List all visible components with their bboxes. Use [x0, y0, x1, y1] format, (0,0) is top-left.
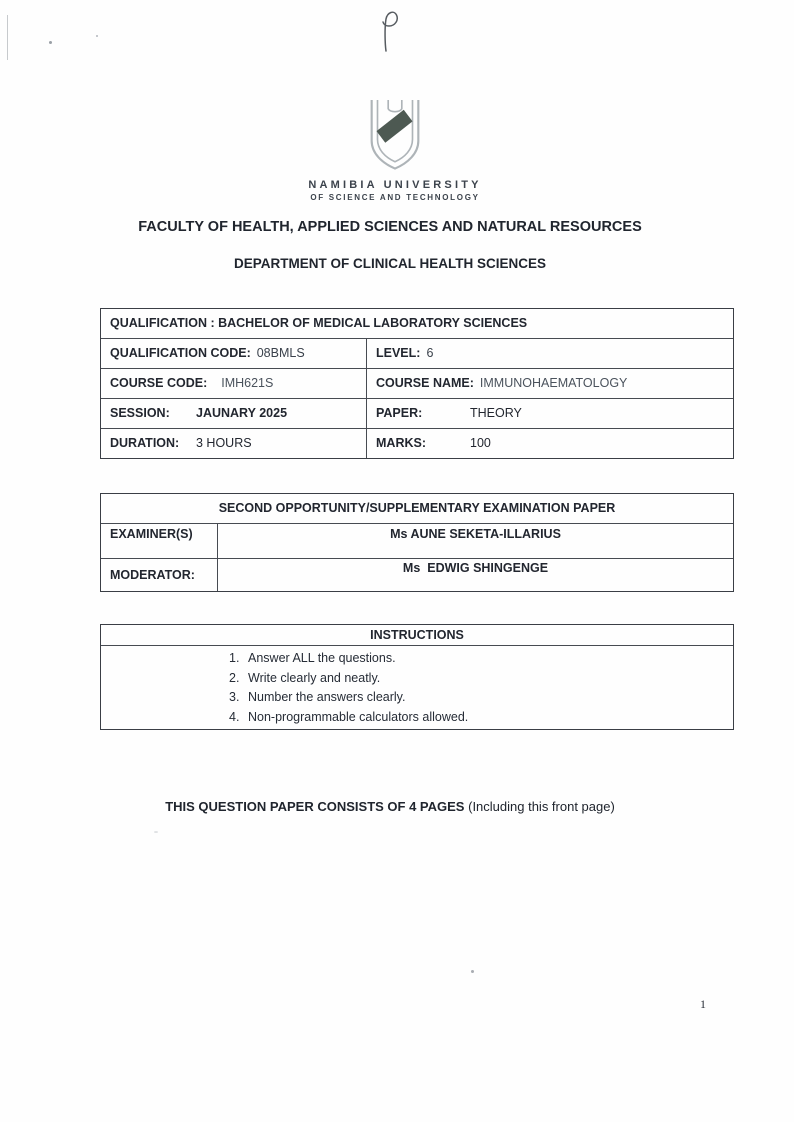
table-row	[101, 428, 733, 458]
examiner-row	[101, 524, 733, 559]
instruction-item: 1. Answer ALL the questions.	[229, 651, 396, 665]
examiner-name: Ms AUNE SEKETA-ILLARIUS	[217, 524, 733, 558]
qualification-row	[101, 309, 733, 338]
moderator-label: MODERATOR:	[110, 568, 195, 582]
faculty-heading: FACULTY OF HEALTH, APPLIED SCIENCES AND NATURAL RESOURCES	[138, 219, 642, 235]
instruction-item: 3. Number the answers clearly.	[229, 690, 406, 704]
instructions-title: INSTRUCTIONS	[101, 625, 733, 646]
page-count-bold: THIS QUESTION PAPER CONSISTS OF 4 PAGES	[165, 799, 465, 814]
university-name: NAMIBIA UNIVERSITY	[308, 179, 482, 191]
session-cell: SESSION: JAUNARY 2025	[110, 406, 288, 420]
page-count-note	[0, 799, 780, 814]
instructions-table	[100, 624, 734, 730]
scan-artifact-line	[7, 15, 8, 60]
qualification-code-cell: QUALIFICATION CODE: 08BMLS	[110, 346, 305, 360]
scan-artifact-dot	[49, 41, 52, 44]
level-cell: LEVEL: 6	[366, 339, 733, 368]
handwritten-p-mark	[366, 6, 412, 56]
examiner-table	[100, 493, 734, 592]
marks-cell: MARKS: 100	[366, 429, 733, 458]
scan-artifact-dot	[154, 831, 158, 833]
moderator-name: Ms EDWIG SHINGENGE	[217, 559, 733, 591]
table-row	[101, 398, 733, 428]
page-count-normal: (Including this front page)	[468, 799, 615, 814]
moderator-row	[101, 559, 733, 591]
course-name-cell: COURSE NAME: IMMUNOHAEMATOLOGY	[366, 369, 733, 398]
university-shield-icon	[360, 97, 430, 175]
examiner-label: EXAMINER(S)	[110, 527, 193, 541]
page-number: 1	[700, 997, 706, 1011]
instruction-item: 4. Non-programmable calculators allowed.	[229, 709, 469, 724]
duration-cell: DURATION: 3 HOURS	[110, 436, 252, 450]
paper-cell: PAPER: THEORY	[366, 399, 733, 428]
scan-artifact-dot	[96, 35, 98, 37]
instruction-item: 2. Write clearly and neatly.	[229, 670, 381, 685]
course-code-cell: COURSE CODE: IMH621S	[110, 376, 274, 390]
exam-paper-title: SECOND OPPORTUNITY/SUPPLEMENTARY EXAMINATION PAPER	[101, 494, 733, 524]
qualification-table	[100, 308, 734, 459]
table-row	[101, 338, 733, 368]
qualification-title: QUALIFICATION : BACHELOR OF MEDICAL LABORATORY SCIENCES	[110, 316, 528, 330]
scan-artifact-dot	[471, 970, 474, 973]
department-heading: DEPARTMENT OF CLINICAL HEALTH SCIENCES	[233, 256, 546, 271]
table-row	[101, 368, 733, 398]
university-logo	[0, 97, 790, 202]
university-subtitle: OF SCIENCE AND TECHNOLOGY	[310, 193, 480, 202]
